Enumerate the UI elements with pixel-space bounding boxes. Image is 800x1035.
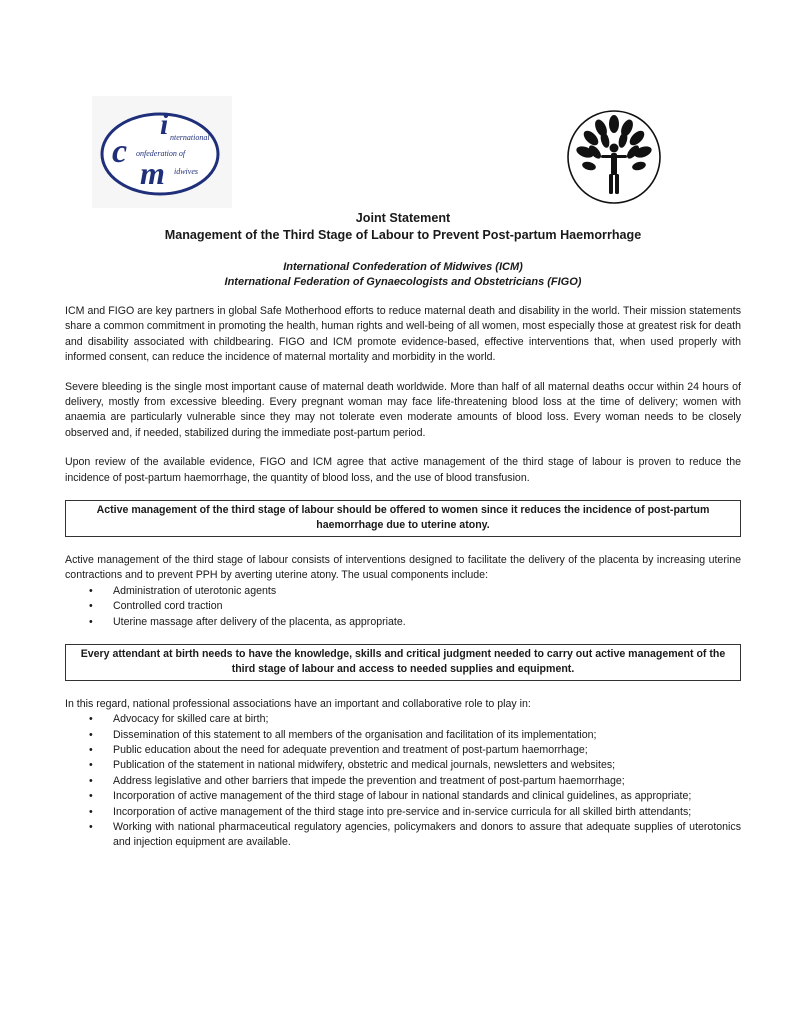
icm-text-line-1: nternational: [170, 133, 210, 142]
icm-text-line-3: idwives: [174, 167, 198, 176]
list-item: • Public education about the need for adequate prevention and treatment of post-partum haemorrhage;: [113, 743, 741, 758]
icm-text-line-2: onfederation of: [136, 149, 186, 158]
list-item: • Publication of the statement in national midwifery, obstetric and medical journals, newsletters and websites;: [113, 758, 741, 773]
list-item: • Dissemination of this statement to all members of the organisation and facilitation of its implementation;: [113, 728, 741, 743]
paragraph-severe-bleeding: Severe bleeding is the single most important cause of maternal death worldwide. More than half of all maternal deaths occur within 24 hours of delivery, mostly from excessive bleeding. Every pregnant woman may face life-threatening blood loss at the time of delivery; women with anaemia are particularly vulnerable since they may not tolerate even moderate amounts of blood loss. Every woman needs to be closely observed and, if needed, stabilized during the immediate post-partum period.: [65, 380, 741, 439]
list-item: • Advocacy for skilled care at birth;: [113, 712, 741, 727]
paragraph-evidence-review: Upon review of the available evidence, FIGO and ICM agree that active management of the third stage of labour is proven to reduce the incidence of post-partum haemorrhage, the quantity of blood loss, and the use of blood transfusion.: [65, 456, 741, 484]
list-item: • Incorporation of active management of the third stage into pre-service and in-service curricula for all skilled birth attendants;: [113, 805, 741, 820]
components-list: [65, 584, 741, 630]
list-item: • Uterine massage after delivery of the placenta, as appropriate.: [113, 615, 741, 630]
list-item: • Incorporation of active management of the third stage of labour in national standards and clinical guidelines, as appropriate;: [113, 789, 741, 804]
list-item: • Address legislative and other barriers that impede the prevention and treatment of post-partum haemorrhage;: [113, 774, 741, 789]
list-item: • Working with national pharmaceutical regulatory agencies, policymakers and donors to assure that adequate supplies of uterotonics and injection equipment are available.: [113, 820, 741, 851]
document-title: [65, 210, 741, 244]
paragraph-national-associations: In this regard, national professional associations have an important and collaborative role to play in:: [65, 697, 531, 710]
statement-content: [65, 210, 741, 851]
icm-letter-c: c: [112, 133, 128, 170]
subtitle-line-2: International Federation of Gynaecologists and Obstetricians (FIGO): [224, 276, 582, 288]
tree-figure-emblem-icon: [565, 108, 663, 206]
title-line-2: Management of the Third Stage of Labour to Prevent Post-partum Haemorrhage: [164, 228, 642, 242]
icm-logo: [92, 96, 232, 208]
paragraph-partnership: ICM and FIGO are key partners in global Safe Motherhood efforts to reduce maternal death and disability in the world. Their mission statements share a common commitment in promoting the health, human rights and well-being of all women, most especially those at greatest risk for death and disability associated with childbearing. FIGO and ICM promote evidence-based, effective interventions that, when used properly with informed consent, can reduce the incidence of maternal mortality and morbidity in the world.: [65, 305, 741, 364]
key-statement-box-1: Active management of the third stage of labour should be offered to women since it reduces the incidence of post-partum haemorrhage due to uterine atony.: [65, 500, 741, 537]
key-statement-box-2: Every attendant at birth needs to have the knowledge, skills and critical judgment needed to carry out active management of the third stage of labour and access to needed supplies and equipment.: [65, 644, 741, 681]
icm-letter-m: m: [140, 155, 165, 191]
icm-letter-i: i: [160, 108, 169, 141]
title-line-1: Joint Statement: [355, 211, 451, 225]
figo-logo: [565, 108, 663, 206]
paragraph-active-management: Active management of the third stage of labour consists of interventions designed to facilitate the delivery of the placenta by increasing uterine contractions and to prevent PPH by averting uterine atony. The usual components include:: [65, 553, 741, 582]
subtitle-line-1: International Confederation of Midwives (ICM): [283, 261, 523, 273]
roles-list: [65, 712, 741, 851]
list-item: • Administration of uterotonic agents: [113, 584, 741, 599]
document-subtitle: [65, 260, 741, 290]
list-item: • Controlled cord traction: [113, 599, 741, 614]
